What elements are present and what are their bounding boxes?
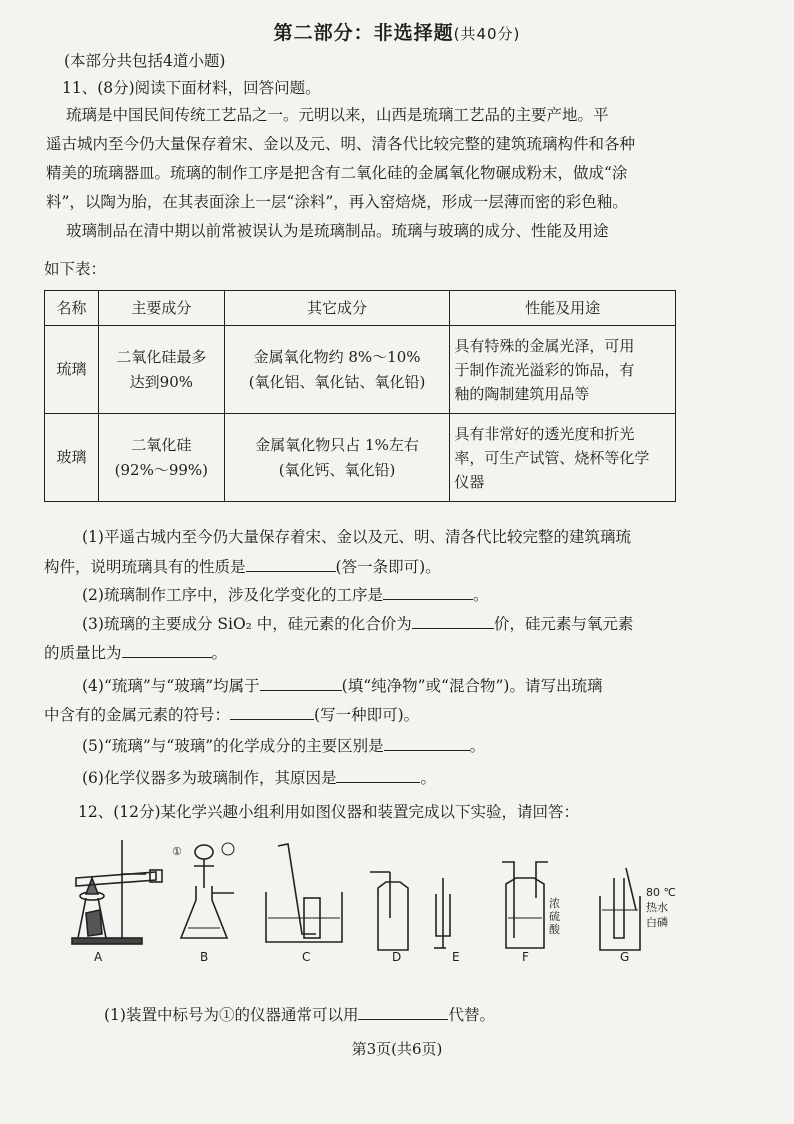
cell-line: 二氧化硅: [131, 435, 192, 454]
cell-line: 具有特殊的金属光泽，可用: [454, 336, 635, 355]
answer-blank[interactable]: [336, 766, 420, 783]
row-other-component: [224, 414, 450, 502]
circle-mark: ①: [172, 845, 182, 858]
apparatus-drawing: [66, 838, 686, 963]
cell-line: 釉的陶制建筑用品等: [454, 384, 590, 403]
cell-line: 金属氧化物约 8%～10%: [253, 347, 421, 366]
apparatus-c: [266, 844, 342, 942]
q11-para1-line3: 精美的琉璃器皿。琉璃的制作工序是把含有二氧化硅的金属氧化物碾成粉末，做成“涂: [46, 164, 628, 182]
table-header-cell: 名称: [45, 291, 99, 326]
row-other-component: [224, 326, 450, 414]
apparatus-label: D: [392, 950, 402, 964]
answer-blank[interactable]: [412, 612, 494, 629]
q11-sub1-text: 构件，说明琉璃具有的性质是: [44, 558, 246, 576]
apparatus-label: C: [302, 950, 311, 964]
table-header-row: [45, 291, 676, 326]
section-title: [0, 18, 794, 45]
q11-para2-line1: 玻璃制品在清中期以前常被误认为是琉璃制品。琉璃与玻璃的成分、性能及用途: [66, 222, 609, 240]
row-name: 琉璃: [45, 326, 99, 414]
answer-blank[interactable]: [358, 1003, 448, 1020]
cell-line: (氧化铝、氧化钴、氧化铅): [248, 372, 426, 391]
apparatus-label: A: [94, 950, 103, 964]
q11-para1-line2: 遥古城内至今仍大量保存着宋、金以及元、明、清各代比较完整的建筑琉璃构件和各种: [46, 135, 636, 153]
row-main-component: [98, 326, 224, 414]
q11-sub5-text: (5)“琉璃”与“玻璃”的化学成分的主要区别是: [82, 737, 384, 755]
q11-sub4-tail: (写一种即可)。: [314, 706, 420, 724]
apparatus-figure: [66, 838, 686, 963]
q11-para1-line1: 琉璃是中国民间传统工艺品之一。元明以来，山西是琉璃工艺品的主要产地。平: [66, 106, 609, 124]
q11-sub4-text2: 中含有的金属元素的符号：: [44, 706, 231, 724]
q11-sub1-line1: (1)平遥古城内至今仍大量保存着宋、金以及元、明、清各代比较完整的建筑璃琉: [82, 528, 631, 546]
q12-header: 12、(12分)某化学兴趣小组利用如图仪器和装置完成以下实验，请回答：: [78, 803, 580, 821]
apparatus-label: G: [620, 950, 630, 964]
q11-sub3-line1: [82, 612, 633, 635]
row-main-component: [98, 414, 224, 502]
section-points: (共40分): [453, 25, 521, 43]
row-use: [450, 414, 676, 502]
answer-blank[interactable]: [122, 641, 212, 658]
q11-sub1-line2: [44, 555, 441, 578]
answer-blank[interactable]: [246, 555, 336, 572]
page-footer: 第3页(共6页): [351, 1040, 443, 1058]
answer-blank[interactable]: [383, 583, 473, 600]
q11-sub1-tail: (答一条即可)。: [335, 558, 441, 576]
cell-line: 率，可生产试管、烧杯等化学: [454, 448, 650, 467]
apparatus-label: F: [522, 950, 529, 964]
q12-sub1-text: (1)装置中标号为①的仪器通常可以用: [104, 1006, 359, 1024]
apparatus-b: [181, 843, 234, 938]
row-name: 玻璃: [45, 414, 99, 502]
q11-sub5-tail: 。: [469, 737, 486, 755]
apparatus-f: [502, 862, 548, 948]
apparatus-a: [72, 840, 162, 944]
q11-sub6: [82, 766, 436, 789]
apparatus-g: [600, 868, 640, 950]
apparatus-label: E: [452, 950, 460, 964]
section-title-text: 第二部分：非选择题: [273, 22, 454, 44]
table-header-cell: 其它成分: [224, 291, 450, 326]
q11-header: 11、(8分)阅读下面材料，回答问题。: [62, 79, 321, 97]
q12-sub1-tail: 代替。: [448, 1006, 495, 1024]
q11-sub2: [82, 583, 488, 606]
g-note-line1: 80 ℃: [646, 886, 676, 899]
cell-line: 金属氧化物只占 1%左右: [255, 435, 419, 454]
q11-sub5: [82, 734, 485, 757]
comparison-table: [44, 290, 676, 502]
q11-sub4-mid: (填“纯净物”或“混合物”)。请写出琉璃: [341, 677, 603, 695]
q11-sub3-tail: 。: [211, 644, 228, 662]
table-header-cell: 性能及用途: [450, 291, 676, 326]
q11-sub6-text: (6)化学仪器多为玻璃制作，其原因是: [82, 769, 337, 787]
apparatus-e: [434, 878, 450, 948]
table-row: [45, 326, 676, 414]
f-note-line3: 酸: [549, 923, 560, 936]
cell-line: (92%～99%): [114, 460, 209, 479]
apparatus-d: [370, 872, 408, 950]
answer-blank[interactable]: [230, 703, 314, 720]
q11-sub3-text2: 的质量比为: [44, 644, 122, 662]
q11-sub2-tail: 。: [472, 586, 489, 604]
cell-line: 于制作流光溢彩的饰品，有: [454, 360, 635, 379]
answer-blank[interactable]: [384, 734, 470, 751]
q11-sub4-line1: [82, 674, 602, 697]
q11-sub3-mid: 价，硅元素与氧元素: [493, 615, 634, 633]
cell-line: 仪器: [454, 472, 485, 491]
answer-blank[interactable]: [260, 674, 342, 691]
g-note-line2: 热水: [646, 901, 668, 914]
cell-line: 达到90%: [129, 372, 193, 391]
cell-line: 具有非常好的透光度和折光: [454, 424, 635, 443]
q12-sub1: [104, 1003, 495, 1026]
q11-para1-line4: 料”，以陶为胎，在其表面涂上一层“涂料”，再入窑焙烧，形成一层薄而密的彩色釉。: [46, 193, 628, 211]
q11-sub2-text: (2)琉璃制作工序中，涉及化学变化的工序是: [82, 586, 383, 604]
f-note-line1: 浓: [549, 897, 560, 910]
row-use: [450, 326, 676, 414]
q11-sub3-line2: [44, 641, 227, 664]
q11-sub6-tail: 。: [420, 769, 436, 787]
cell-line: 二氧化硅最多: [116, 347, 207, 366]
table-row: [45, 414, 676, 502]
q11-para2-line2: 如下表：: [44, 260, 107, 278]
f-note-line2: 硫: [549, 910, 560, 923]
apparatus-label: B: [200, 950, 209, 964]
section-note: (本部分共包括4道小题): [64, 52, 226, 70]
q11-sub3-text: (3)琉璃的主要成分 SiO₂ 中，硅元素的化合价为: [82, 615, 412, 633]
q11-sub4-line2: [44, 703, 419, 726]
table-header-cell: 主要成分: [98, 291, 224, 326]
cell-line: (氧化钙、氧化铅): [278, 460, 396, 479]
g-note-line3: 白磷: [646, 916, 668, 929]
q11-sub4-text: (4)“琉璃”与“玻璃”均属于: [82, 677, 260, 695]
